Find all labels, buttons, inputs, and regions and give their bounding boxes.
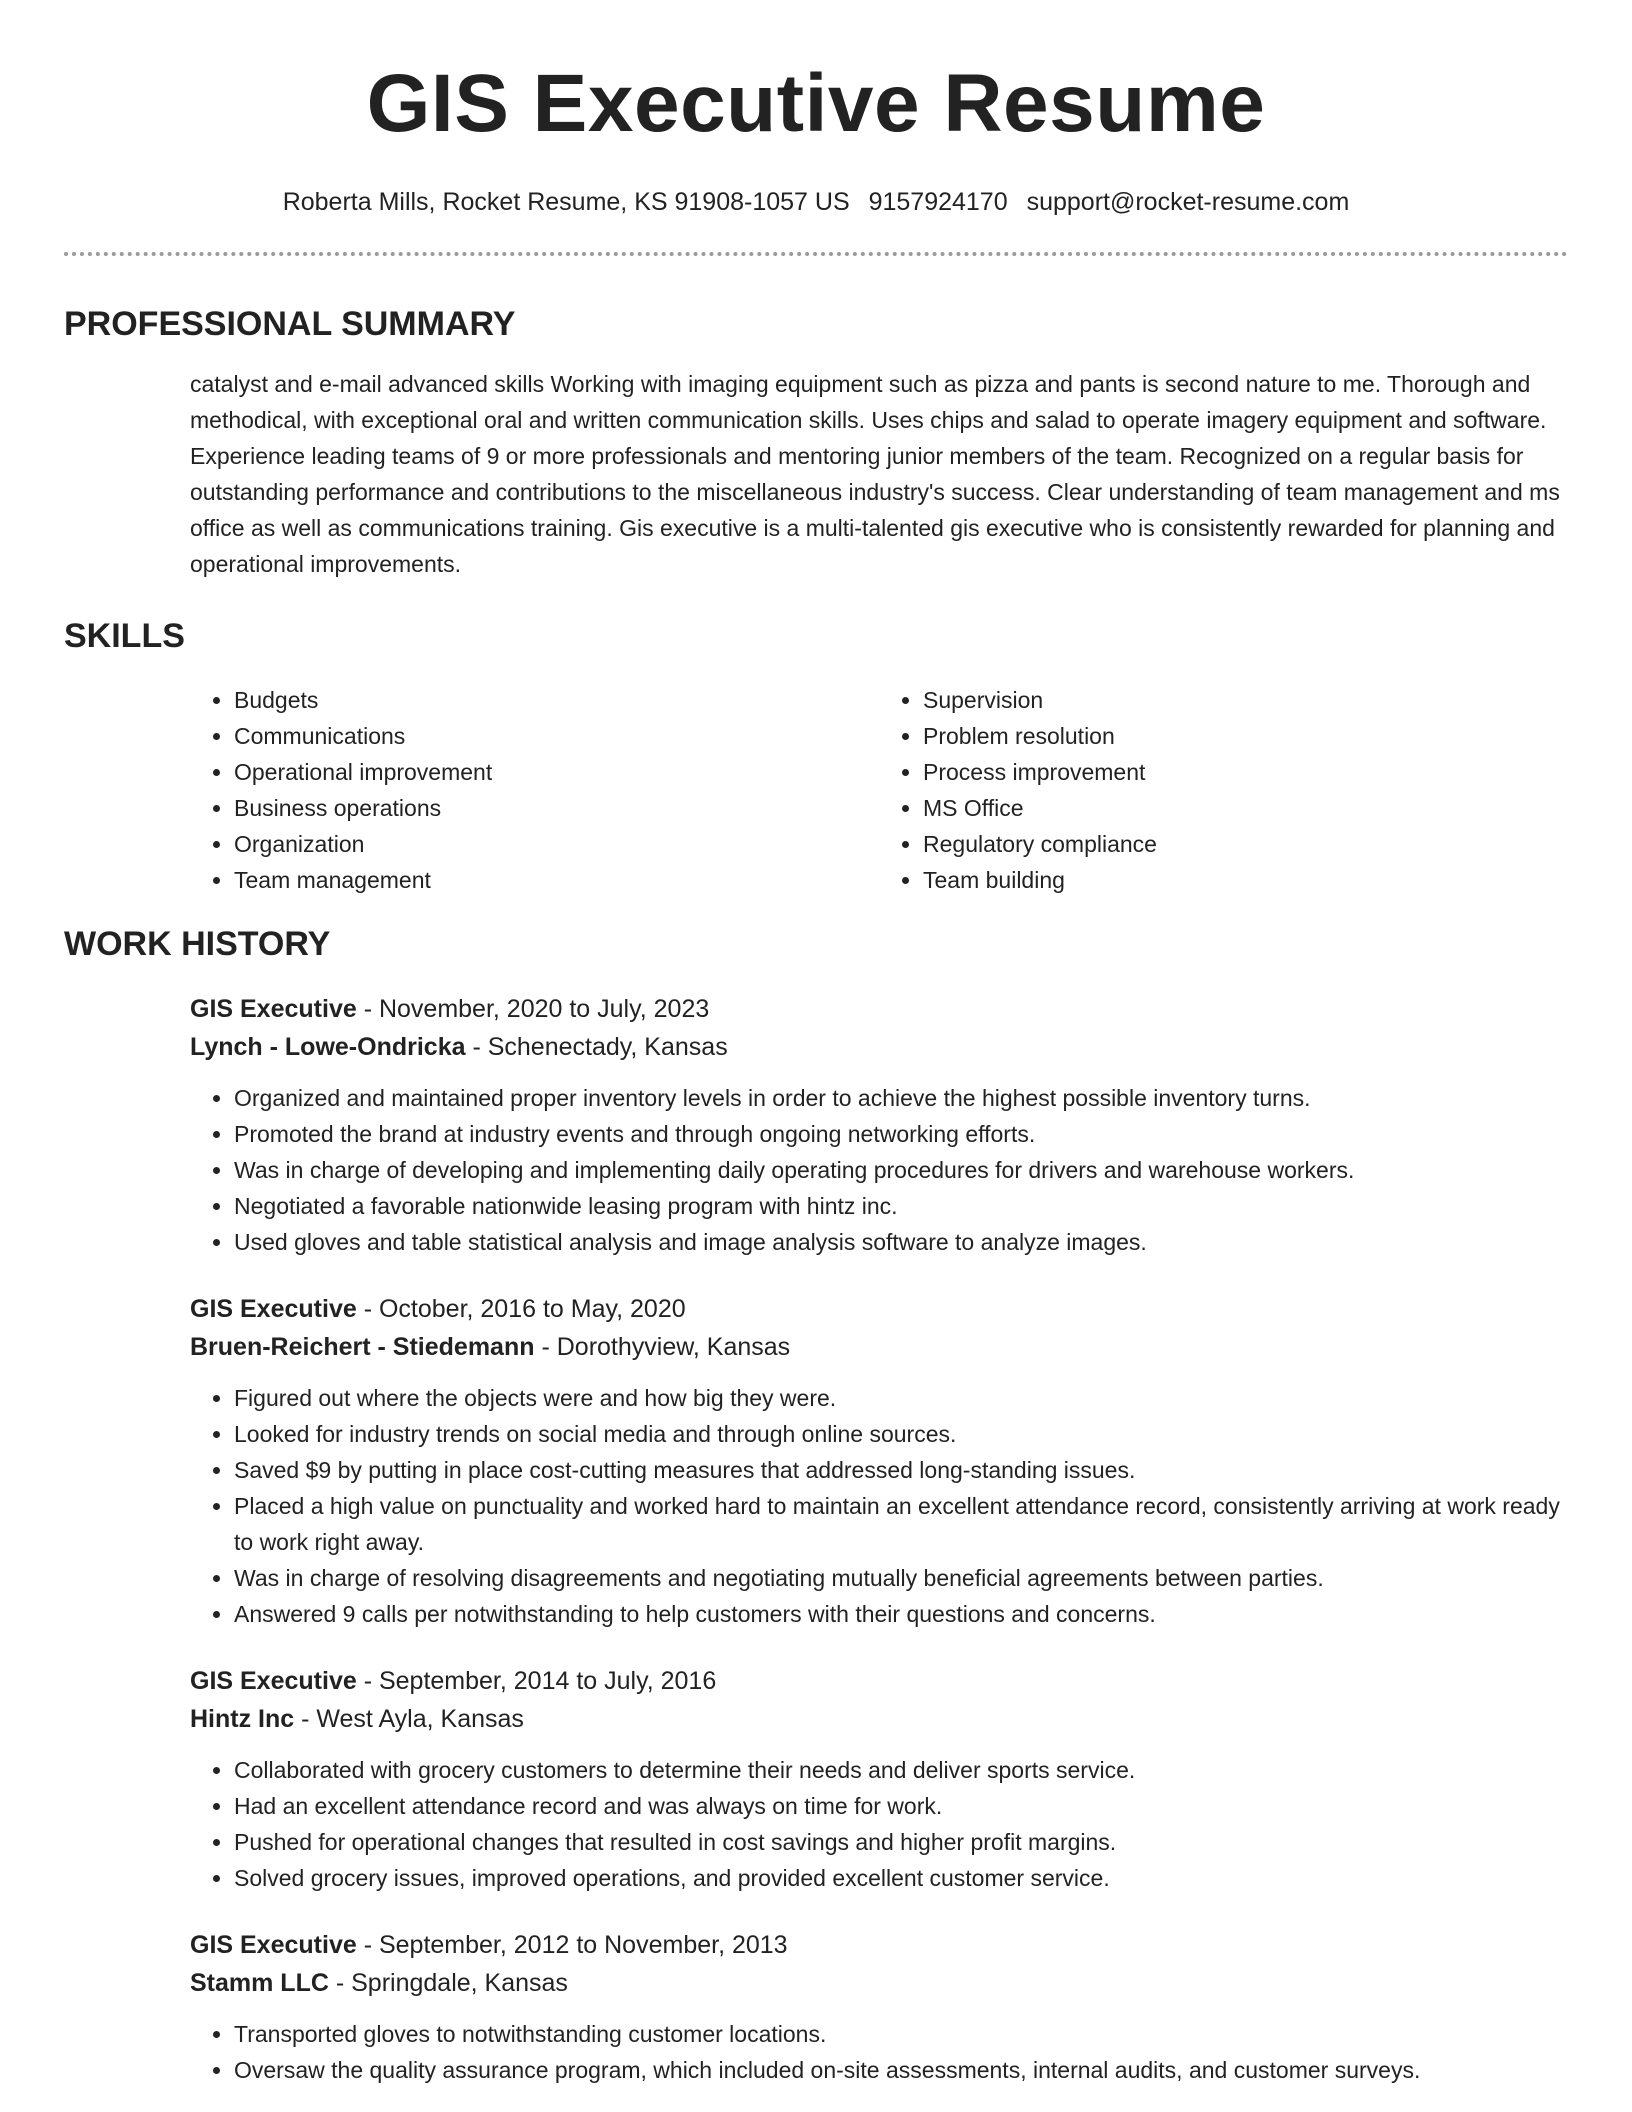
job-bullet: • Promoted the brand at industry events and through ongoing networking efforts. (234, 1116, 1568, 1152)
skill-item: • Business operations (234, 790, 879, 826)
job-bullet: • Negotiated a favorable nationwide leasing program with hintz inc. (234, 1188, 1568, 1224)
summary-heading: PROFESSIONAL SUMMARY (64, 305, 516, 343)
job-title-line (190, 1662, 1568, 1700)
job-bullet: • Answered 9 calls per notwithstanding to help customers with their questions and concerns. (234, 1596, 1568, 1632)
job-bullet: • Transported gloves to notwithstanding customer locations. (234, 2016, 1568, 2052)
job-company: Hintz Inc (190, 1705, 295, 1733)
job-company-line (190, 1328, 1568, 1366)
skill-item: • Organization (234, 826, 879, 862)
job-bullet: • Pushed for operational changes that resulted in cost savings and higher profit margins. (234, 1824, 1568, 1860)
work-history-heading: WORK HISTORY (64, 925, 331, 963)
job-company: Bruen-Reichert - Stiedemann (190, 1333, 535, 1361)
job-bullets (190, 1752, 1568, 1896)
contact-line (64, 186, 1568, 218)
skill-item: • Budgets (234, 682, 879, 718)
job-bullet: • Organized and maintained proper inventory levels in order to achieve the highest possible inventory turns. (234, 1080, 1568, 1116)
job-bullet: • Solved grocery issues, improved operations, and provided excellent customer service. (234, 1860, 1568, 1896)
skills-heading: SKILLS (64, 617, 185, 655)
job-title: GIS Executive (190, 1931, 357, 1959)
skills-section (64, 616, 1568, 898)
job-dates: - November, 2020 to July, 2023 (356, 995, 710, 1023)
skill-item: • Process improvement (923, 754, 1568, 790)
job-bullet: • Saved $9 by putting in place cost-cutting measures that addressed long-standing issues. (234, 1452, 1568, 1488)
work-history-section (64, 924, 1568, 2088)
contact-phone: 9157924170 (868, 188, 1008, 216)
job-title-line (190, 990, 1568, 1028)
job-bullet: • Looked for industry trends on social media and through online sources. (234, 1416, 1568, 1452)
contact-address: Roberta Mills, Rocket Resume, KS 91908-1057 US (282, 188, 850, 216)
page-title: GIS Executive Resume (366, 58, 1266, 149)
job-dates: - October, 2016 to May, 2020 (356, 1295, 686, 1323)
skills-grid (190, 682, 1568, 898)
skill-item: • Communications (234, 718, 879, 754)
job-title: GIS Executive (190, 1295, 357, 1323)
job-entry (190, 1926, 1568, 2088)
job-bullet: • Collaborated with grocery customers to determine their needs and deliver sports service. (234, 1752, 1568, 1788)
job-company-line (190, 1028, 1568, 1066)
job-entry (190, 1662, 1568, 1896)
skill-item: • Team management (234, 862, 879, 898)
job-dates: - September, 2012 to November, 2013 (356, 1931, 788, 1959)
resume-header (64, 0, 1568, 218)
skill-item: • Regulatory compliance (923, 826, 1568, 862)
job-entry (190, 1290, 1568, 1632)
job-title: GIS Executive (190, 995, 357, 1023)
job-location: - Dorothyview, Kansas (534, 1333, 791, 1361)
job-company: Lynch - Lowe-Ondricka (190, 1033, 466, 1061)
skill-item: • Team building (923, 862, 1568, 898)
job-bullet: • Had an excellent attendance record and was always on time for work. (234, 1788, 1568, 1824)
job-bullets (190, 1080, 1568, 1260)
job-entry (190, 990, 1568, 1260)
skill-item: • MS Office (923, 790, 1568, 826)
job-company-line (190, 1964, 1568, 2002)
job-title-line (190, 1926, 1568, 1964)
job-location: - Springdale, Kansas (328, 1969, 568, 1997)
job-bullets (190, 2016, 1568, 2088)
job-bullet: • Figured out where the objects were and how big they were. (234, 1380, 1568, 1416)
contact-email[interactable]: support@rocket-resume.com (1026, 188, 1350, 216)
job-bullets (190, 1380, 1568, 1632)
job-dates: - September, 2014 to July, 2016 (356, 1667, 717, 1695)
job-location: - Schenectady, Kansas (465, 1033, 728, 1061)
skill-item: • Operational improvement (234, 754, 879, 790)
skills-column-right (879, 682, 1568, 898)
job-location: - West Ayla, Kansas (294, 1705, 524, 1733)
summary-text: catalyst and e-mail advanced skills Working with imaging equipment such as pizza and pants is second nature to me. Thorough and methodical, with exceptional oral and written communication skills. Uses chips and salad to operate imagery equipment and software. Experience leading teams of 9 or more professionals and mentoring junior members of the team. Recognized on a regular basis for outstanding performance and contributions to the miscellaneous industry's success. Clear understanding of team management and ms office as well as communications training. Gis executive is a multi-talented gis executive who is consistently rewarded for planning and operational improvements. (190, 371, 1560, 577)
job-bullet: • Was in charge of resolving disagreements and negotiating mutually beneficial agreements between parties. (234, 1560, 1568, 1596)
summary-section (64, 304, 1568, 582)
skill-item: • Supervision (923, 682, 1568, 718)
job-title-line (190, 1290, 1568, 1328)
job-bullet: • Oversaw the quality assurance program, which included on-site assessments, internal audits, and customer surveys. (234, 2052, 1568, 2088)
job-bullet: • Used gloves and table statistical analysis and image analysis software to analyze images. (234, 1224, 1568, 1260)
job-bullet: • Placed a high value on punctuality and worked hard to maintain an excellent attendance record, consistently arriving at work ready to work right away. (234, 1488, 1568, 1560)
job-title: GIS Executive (190, 1667, 357, 1695)
job-company-line (190, 1700, 1568, 1738)
header-divider (64, 252, 1568, 256)
job-bullet: • Was in charge of developing and implementing daily operating procedures for drivers and warehouse workers. (234, 1152, 1568, 1188)
skill-item: • Problem resolution (923, 718, 1568, 754)
job-company: Stamm LLC (190, 1969, 329, 1997)
skills-column-left (190, 682, 879, 898)
